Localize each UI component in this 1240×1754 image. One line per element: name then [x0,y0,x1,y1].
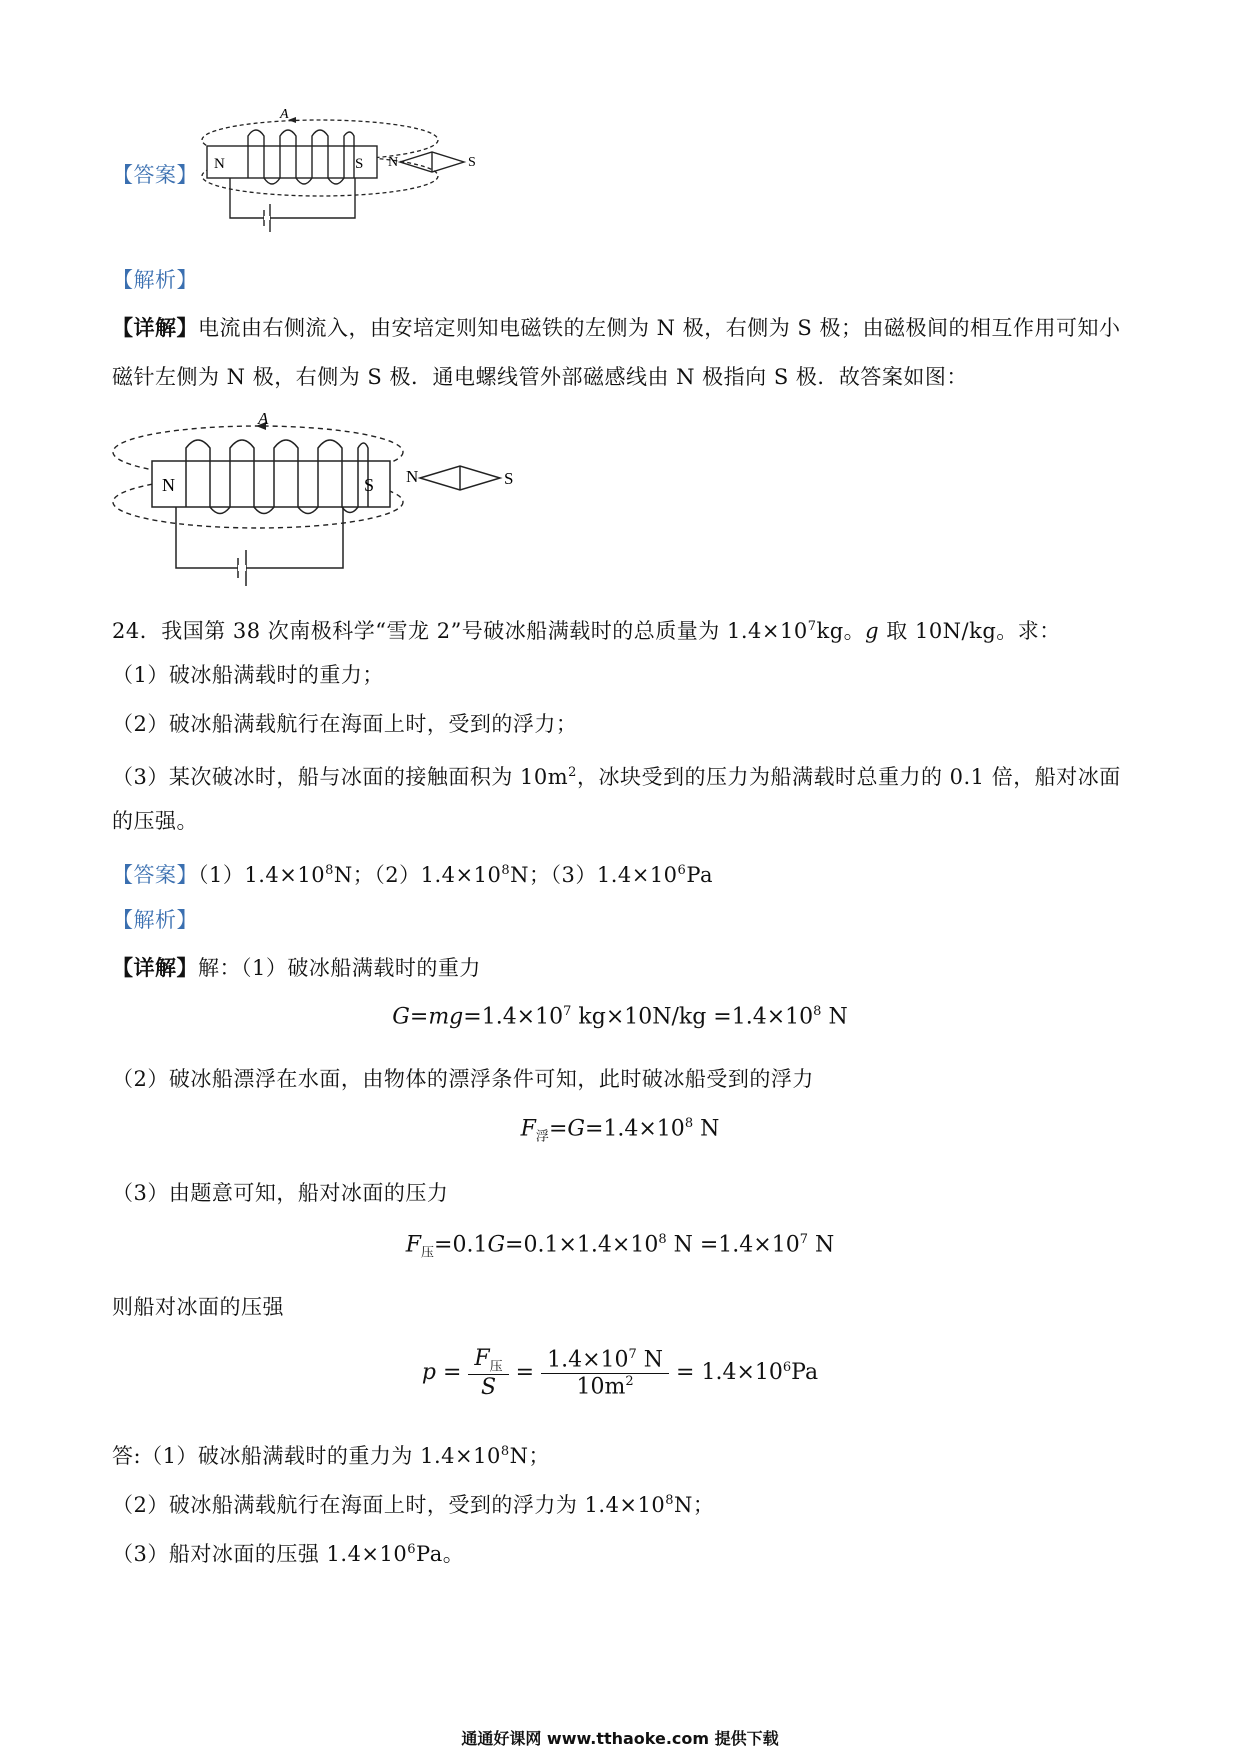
equation-4 [0,1346,1240,1400]
q24-part3 [112,758,1121,792]
needle-s-label-large: S [504,469,514,488]
eq1-eq: = [409,1004,429,1030]
eq1-sup-a: 7 [563,1004,572,1019]
eq1-sup-b: 8 [813,1004,822,1019]
eq1-rest-c: N [821,1004,848,1030]
answer-a2-sup: 8 [501,863,511,878]
q23-detail-text1: 电流由右侧流入，由安培定则知电磁铁的左侧为 N 极，右侧为 S 极；由磁极间的相互作用可知小 [198,316,1121,340]
analysis-tag: 【解析】 [112,268,198,292]
conclusion-1-sup: 8 [500,1444,510,1459]
answer-a1-sup: 8 [325,863,334,878]
equation-1 [0,1004,1240,1029]
eq4-fraction-1 [468,1346,508,1400]
eq4-res-b: Pa [791,1360,819,1386]
q24-answer-line [112,856,713,890]
eq3-sub: 压 [421,1245,435,1261]
conclusion-1 [112,1437,550,1471]
eq3-b: =0.1×1.4×10 [505,1232,659,1258]
eq4-F: F [474,1346,490,1371]
eq4-p: p [421,1360,436,1386]
q24-step2-text: （2）破冰船漂浮在水面，由物体的漂浮条件可知，此时破冰船受到的浮力 [112,1067,814,1091]
q24-step2 [112,1064,814,1094]
q24-p3c: 的压强。 [112,809,198,833]
eq4-eq1: = [435,1360,469,1386]
q24-stem [112,612,1061,646]
conclusion-3a: （3）船对冰面的压强 1.4×10 [112,1542,408,1566]
eq3-G: G [487,1232,506,1258]
page-footer: 通通好课网 www.tthaoke.com 提供下载 [461,1729,779,1748]
eq4-S: S [480,1375,497,1401]
eq1-rest-a: =1.4×10 [463,1004,564,1030]
right-pole-label: S [355,156,364,172]
q24-p2-text: （2）破冰船满载航行在海面上时，受到的浮力； [112,712,578,736]
eq2-mid: = [548,1116,568,1142]
needle-n-label: N [388,155,399,170]
eq1-rest-b: kg×10N/kg =1.4×10 [571,1004,814,1030]
eq3-c: N =1.4×10 [666,1232,800,1258]
conclusion-2a: （2）破冰船满载航行在海面上时，受到的浮力为 1.4×10 [112,1493,666,1517]
conclusion-3b: Pa。 [416,1542,465,1566]
q24-stem-g: g [865,619,880,643]
answer-a3: N；（3）1.4×10 [510,863,678,887]
eq4-num-a: 1.4×10 [547,1347,629,1373]
answer-a1: （1）1.4×10 [198,863,326,887]
q24-detail-intro-text: 解：（1）破冰船满载时的重力 [198,956,481,980]
answer-tag: 【答案】 [112,163,198,187]
q23-detail-line2 [112,362,968,392]
eq3-a: =0.1 [434,1232,488,1258]
conclusion-3 [112,1535,464,1569]
equation-2 [0,1116,1240,1145]
q24-part2 [112,709,577,739]
eq4-den-a: 10m [576,1374,626,1400]
q24-step4 [112,1292,284,1322]
analysis-label-q24 [112,905,198,935]
q24-p3a: （3）某次破冰时，船与冰面的接触面积为 10m [112,765,569,789]
conclusion-2b: N； [674,1493,715,1517]
eq2-rest-b: N [693,1116,720,1142]
q24-part1 [112,660,384,690]
left-pole-label: N [214,156,225,172]
q24-stem-b: kg。 [816,619,866,643]
q24-p3-sup: 2 [568,765,577,780]
q24-part3-cont [112,806,198,836]
answer-a2: N；（2）1.4×10 [333,863,502,887]
detail-tag-q24: 【详解】 [112,955,198,980]
needle-n-label-large: N [406,467,419,486]
eq4-eq2: = [508,1360,542,1386]
q24-step3 [112,1178,448,1208]
q24-p3b: ，冰块受到的压力为船满载时总重力的 0.1 倍，船对冰面 [576,765,1121,789]
q24-detail-intro [112,953,481,983]
eq3-F: F [405,1232,422,1258]
answer-a3-sup: 6 [677,863,687,878]
conclusion-2 [112,1486,714,1520]
needle-s-label: S [468,155,476,170]
solenoid-diagram-small [200,108,530,248]
q23-detail-text2: 磁针左侧为 N 极，右侧为 S 极．通电螺线管外部磁感线由 N 极指向 S 极．故答案如图： [112,365,968,389]
q24-stem-a: 24．我国第 38 次南极科学“雪龙 2”号破冰船满载时的总质量为 1.4×10 [112,619,808,643]
q24-stem-c: 取 10N/kg。求： [879,619,1061,643]
eq4-res-sup: 6 [782,1359,792,1375]
eq2-sup: 8 [684,1116,694,1131]
eq2-G: G [567,1116,585,1142]
analysis-tag-q24: 【解析】 [112,908,198,932]
equation-3 [0,1232,1240,1261]
q24-stem-sup: 7 [807,619,817,634]
conclusion-1a: 答:（1）破冰船满载时的重力为 1.4×10 [112,1444,501,1468]
eq4-eq3: = 1.4×10 [669,1360,783,1386]
eq3-d: N [807,1232,835,1258]
eq4-den-sup: 2 [625,1373,634,1389]
eq2-rest-a: =1.4×10 [584,1116,685,1142]
answer-label-q23 [112,160,198,190]
q24-p1-text: （1）破冰船满载时的重力； [112,663,384,687]
eq4-num-sup: 7 [628,1347,637,1363]
eq4-sub: 压 [489,1359,503,1375]
q24-step3-text: （3）由题意可知，船对冰面的压力 [112,1181,449,1205]
point-a-label-large: A [258,410,269,428]
eq1-G: G [392,1004,410,1030]
answer-tag-q24: 【答案】 [112,863,198,887]
eq4-fraction-2 [541,1347,669,1399]
q24-step4-text: 则船对冰面的压强 [112,1295,284,1319]
eq3-sup1: 8 [658,1232,667,1247]
eq4-num-b: N [636,1347,664,1373]
right-pole-label-large: S [364,475,375,495]
eq3-sup2: 7 [799,1232,808,1247]
solenoid-diagram-large [108,410,538,595]
analysis-label-q23 [112,265,198,295]
answer-a4: Pa [686,863,714,887]
point-a-label: A [280,108,289,122]
conclusion-3-sup: 6 [407,1542,417,1557]
left-pole-label-large: N [162,475,175,495]
eq1-mg: mg [428,1004,464,1030]
conclusion-2-sup: 8 [665,1493,675,1508]
detail-tag: 【详解】 [112,315,198,340]
eq2-sub: 浮 [535,1129,549,1145]
eq2-F: F [520,1116,536,1142]
conclusion-1b: N； [509,1444,550,1468]
q23-detail-line1 [112,313,1120,343]
